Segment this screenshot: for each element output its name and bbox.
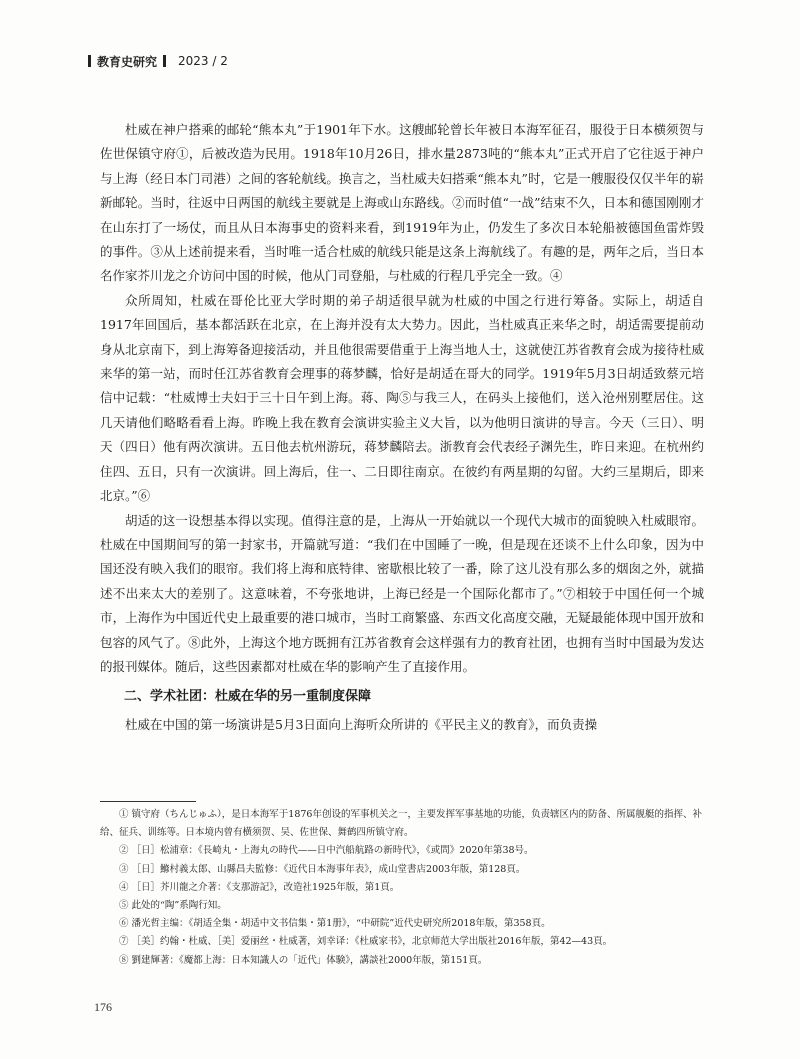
body-paragraph: 杜威在中国的第一场演讲是5月3日面向上海听众所讲的《平民主义的教育》，而负责操 (125, 717, 598, 733)
body-paragraph: 胡适的这一设想基本得以实现。值得注意的是，上海从一开始就以一个现代大城市的面貌映入杜威眼帘。杜威在中国期间写的第一封家书，开篇就写道：“我们在中国睡了一晚，但是现在还谈不上什么印象，因为中国还没有映入我们的眼帘。我们将上海和底特律、密歇根比较了一番，除了这儿没有那么多的烟囱之外，就描述不出来太大的差别了。这意味着，不夸张地讲，上海已经是一个国际化都市了。”⑦相较于中国任何一个城市，上海作为中国近代史上最重要的港口城市，当时工商繁盛、东西文化高度交融，无疑最能体现中国开放和包容的风气了。⑧此外，上海这个地方既拥有江苏省教育会这样强有力的教育社团，也拥有当时中国最为发达的报刊媒体。随后，这些因素都对杜威在华的影响产生了直接作用。 (100, 512, 704, 674)
footnote: ① 镇守府（ちんじゅふ），是日本海军于1876年创设的军事机关之一，主要发挥军事基地的功能，负责辖区内的防备、所属舰艇的指挥、补给、征兵、训练等。日本境内曾有横须贺、吴、佐世保、舞鹤四所镇守府。 (100, 809, 702, 839)
footnote: ⑥ 潘光哲主编：《胡适全集・胡适中文书信集・第1册》，“中研院”近代史研究所2018年版，第358頁。 (119, 918, 551, 930)
header-bar-right (163, 55, 166, 67)
journal-issue: 2023 / 2 (178, 54, 228, 68)
page-number: 176 (94, 1000, 112, 1014)
footnote: ③ ［日］鰷村義太郎、山縣昌夫監修：《近代日本海事年表》，成山堂書店2003年版，第128頁。 (119, 863, 526, 875)
section-heading: 二、学术社团：杜威在华的另一重制度保障 (124, 689, 372, 705)
running-header (88, 52, 228, 70)
footnote: ⑤ 此处的“陶”系陶行知。 (119, 900, 227, 912)
footnote-divider (100, 801, 196, 802)
header-bar-left (88, 55, 91, 67)
journal-title: 教育史研究 (97, 54, 158, 69)
body-paragraph: 杜威在神户搭乘的邮轮“熊本丸”于1901年下水。这艘邮轮曾长年被日本海军征召，服役于日本横须贺与佐世保镇守府①，后被改造为民用。1918年10月26日，排水量2873吨的“熊本丸”正式开启了它往返于神户与上海（经日本门司港）之间的客轮航线。换言之，当杜威夫妇搭乘“熊本丸”时，它是一艘服役仅仅半年的崭新邮轮。当时，往返中日两国的航线主要就是上海或山东路线。②而时值“一战”结束不久，日本和德国刚刚才在山东打了一场仗，而且从日本海事史的资料来看，到1919年为止，仍发生了多次日本轮船被德国鱼雷炸毁的事件。③从上述前提来看，当时唯一适合杜威的航线只能是这条上海航线了。有趣的是，两年之后，当日本名作家芥川龙之介访问中国的时候，他从门司登船，与杜威的行程几乎完全一致。④ (100, 122, 704, 284)
footnote: ⑦ ［美］约翰・杜威、［美］爱丽丝・杜威著，刘幸译：《杜威家书》，北京师范大学出版社2016年版，第42—43頁。 (119, 936, 613, 948)
body-paragraph: 众所周知，杜威在哥伦比亚大学时期的弟子胡适很早就为杜威的中国之行进行筹备。实际上，胡适自1917年回国后，基本都活跃在北京，在上海并没有太大势力。因此，当杜威真正来华之时，胡适需要提前动身从北京南下，到上海筹备迎接活动，并且他很需要借重于上海当地人士，这就使江苏省教育会成为接待杜威来华的第一站，而时任江苏省教育会理事的蒋梦麟，恰好是胡适在哥大的同学。1919年5月3日胡适致蔡元培信中记载：“杜威博士夫妇于三十日午到上海。蒋、陶⑤与我三人，在码头上接他们，送入沧州别墅居住。这几天请他们略略看看上海。昨晚上我在教育会演讲实验主义大旨，以为他明日演讲的导言。今天（三日）、明天（四日）他有两次演讲。五日他去杭州游玩，蒋梦麟陪去。浙教育会代表经子渊先生，昨日来迎。在杭州约住四、五日，只有一次演讲。回上海后，住一、二日即往南京。在彼约有两星期的勾留。大约三星期后，即来北京。”⑥ (100, 292, 704, 504)
article-body (100, 118, 704, 738)
footnote: ② ［日］松浦章：《長崎丸・上海丸の時代——日中汽船航路の新時代》，《或問》2020年第38号。 (119, 845, 534, 857)
footnotes (100, 806, 704, 970)
footnote: ⑧ 劉建輝著：《魔都上海：日本知識人の「近代」体験》，講談社2000年版，第151頁。 (119, 954, 488, 966)
footnote: ④ ［日］芥川龍之介著：《支那游記》，改造社1925年版，第1頁。 (119, 881, 400, 893)
